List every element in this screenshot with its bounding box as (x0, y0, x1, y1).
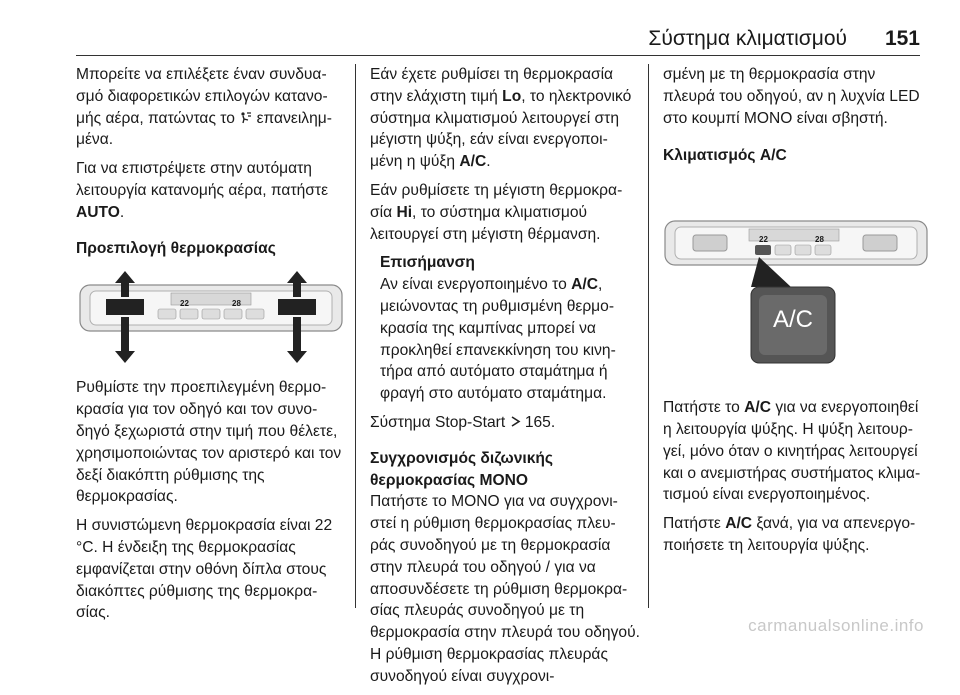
paragraph: Για να επιστρέψετε στην αυτόματη λειτουργία κατανομής αέρα, πατήστε AUTO. (76, 160, 329, 221)
column-3 (663, 64, 931, 564)
passenger-temp-readout: 28 (232, 299, 241, 309)
section-heading: Συγχρονισμός διζωνικής θερμοκρασίας MONO (370, 449, 554, 489)
paragraph: σμένη με τη θερμοκρασία στην πλευρά του οδηγού, αν η λυχνία LED στο κουμπί MONO είναι σβηστή. (663, 66, 920, 127)
note-box (380, 252, 640, 405)
paragraph: Ρυθμίστε την προεπιλεγμένη θερμο-κρασία για τον οδηγό και τον συνο-δηγό ξεχωριστά στην τιμή που θέλετε, χρησιμοποιώντας τον αριστερό και τον δεξί διακόπτη ρύθμισης της θερμοκρασίας. (76, 379, 342, 506)
ac-button-figure (663, 217, 931, 377)
note-text: Αν είναι ενεργοποιημένο το A/C, μειώνοντας τη ρυθμισμένη θερμο-κρασία της καμπίνας μπορεί να προκληθεί επανεκκίνηση του κινη-τήρα από αυτόματο σταμάτημα ή φραγή στο αυτόματο σταμάτημα. (380, 276, 616, 403)
page-number: 151 (884, 27, 920, 50)
paragraph: Πατήστε το A/C για να ενεργοποιηθεί η λειτουργία ψύξης. Η ψύξη λειτουρ-γεί, μόνο όταν ο κινητήρας λειτουργεί και ο ανεμιστήρας συστήματος κλιμα-τισμού είναι ενεργοποιημένος. (663, 399, 921, 504)
watermark: carmanualsonline.info (748, 616, 924, 635)
driver-temp-readout: 22 (180, 299, 189, 309)
paragraph: Η συνιστώμενη θερμοκρασία είναι 22 °C. Η ένδειξη της θερμοκρασίας εμφανίζεται στην οθόνη δίπλα στους διακόπτες ρύθμισης της θερμοκρα-σίας. (76, 517, 333, 622)
paragraph: Πατήστε το MONO για να συγχρονι-στεί η ρύθμιση θερμοκρασίας πλευ-ράς συνοδηγού με τη θερμοκρασία στην πλευρά του οδηγού / για να αποσυνδέσετε τη ρύθμιση θερμοκρα-σίας πλευράς συνοδηγού με τη θερμοκρασία στην πλευρά του οδηγού. Η ρύθμιση θερμοκρασίας πλευράς συνοδηγού είναι συγχρονι- (370, 493, 640, 685)
section-heading: Κλιματισμός A/C (663, 147, 787, 165)
fig-temp-right: 28 (815, 235, 824, 245)
temperature-panel-figure (76, 269, 346, 367)
column-1 (76, 64, 346, 631)
column-2 (370, 64, 640, 695)
paragraph: Πατήστε A/C ξανά, για να απενεργο-ποιήσετε τη λειτουργία ψύξης. (663, 515, 916, 554)
paragraph: Εάν έχετε ρυθμίσει τη θερμοκρασία στην ελάχιστη τιμή Lo, το ηλεκτρονικό σύστημα κλιματισμού λειτουργεί στη μέγιστη ψύξη, εάν είναι ενεργοποι-μένη η ψύξη A/C. (370, 66, 632, 171)
cross-reference: Σύστημα Stop-Start 165. (370, 413, 556, 431)
ac-callout-label: A/C (772, 306, 813, 334)
paragraph: Εάν ρυθμίσετε τη μέγιστη θερμοκρα-σία Hi, το σύστημα κλιματισμού λειτουργεί στη μέγιστη θέρμανση. (370, 181, 623, 243)
header-divider (76, 55, 920, 56)
section-title: Σύστημα κλιματισμού (648, 27, 847, 50)
column-divider (355, 64, 356, 608)
fig-temp-left: 22 (759, 235, 768, 245)
page-header (0, 24, 960, 54)
paragraph: Μπορείτε να επιλέξετε έναν συνδυα-σμό διαφορετικών επιλογών κατανο-μής αέρα, πατώντας το επανειλημ-μένα. (76, 66, 332, 149)
column-divider (648, 64, 649, 608)
page-reference-icon (510, 414, 521, 431)
section-heading: Προεπιλογή θερμοκρασίας (76, 239, 276, 257)
air-distribution-icon (239, 110, 252, 127)
note-title: Επισήμανση (380, 254, 475, 272)
